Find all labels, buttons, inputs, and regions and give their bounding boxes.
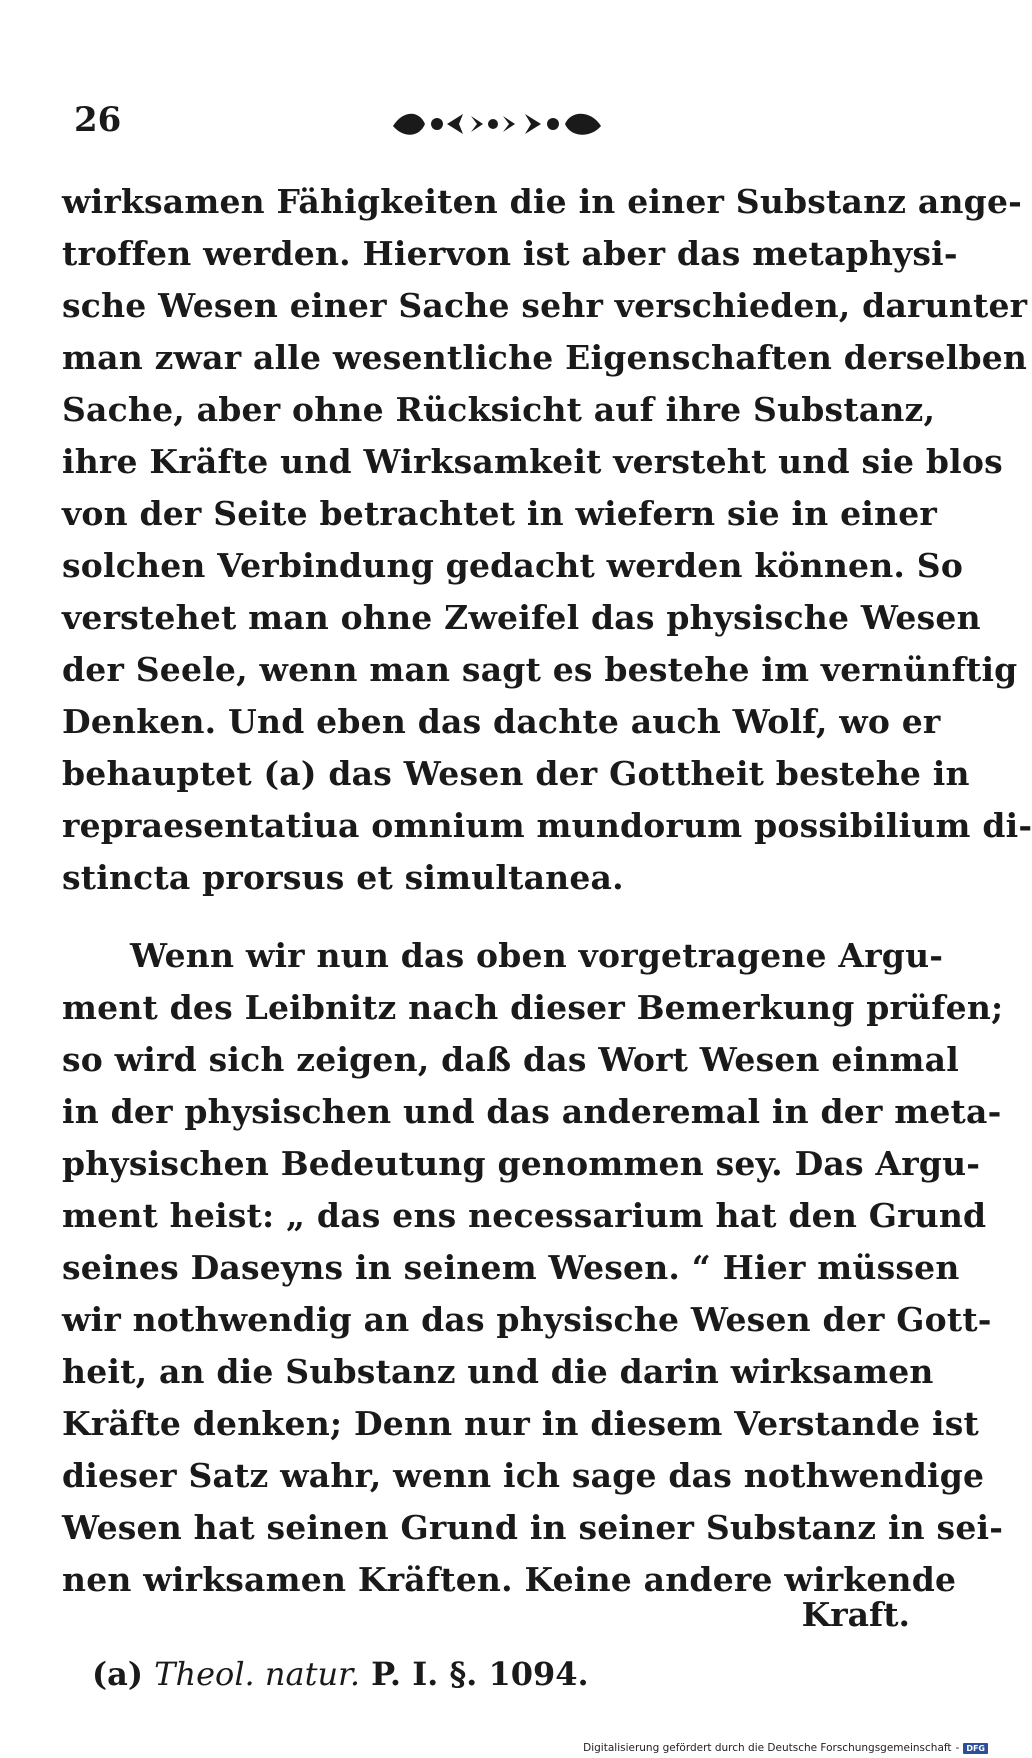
text-line: repraesentatiua omnium mundorum possibilium di-: [62, 806, 1032, 845]
text-line: physischen Bedeutung genommen sey. Das Argu-: [62, 1144, 981, 1183]
dfg-logo-icon: DFG: [963, 1743, 988, 1754]
text-line: dieser Satz wahr, wenn ich sage das nothwendige: [62, 1456, 985, 1495]
text-line: Wenn wir nun das oben vorgetragene Argu-: [130, 936, 944, 975]
catchword: Kraft.: [801, 1595, 910, 1634]
footnote-reference: P. I. §. 1094.: [371, 1655, 589, 1693]
text-line: troffen werden. Hiervon ist aber das metaphysi-: [62, 234, 958, 273]
text-line: stincta prorsus et simultanea.: [62, 858, 624, 897]
text-line: solchen Verbindung gedacht werden können. So: [62, 546, 964, 585]
page-number: 26: [74, 100, 122, 140]
text-line: in der physischen und das anderemal in der meta-: [62, 1092, 1002, 1131]
digitization-credit: Digitalisierung gefördert durch die Deutsche Forschungsgemeinschaft - DFG: [583, 1742, 988, 1754]
text-line: Kräfte denken; Denn nur in diesem Verstande ist: [62, 1404, 979, 1443]
text-line: behauptet (a) das Wesen der Gottheit bestehe in: [62, 754, 970, 793]
text-line: Denken. Und eben das dachte auch Wolf, wo er: [62, 702, 941, 741]
text-line: verstehet man ohne Zweifel das physische Wesen: [62, 598, 981, 637]
footnote-marker: (a): [92, 1655, 144, 1693]
credit-text: Digitalisierung gefördert durch die Deutsche Forschungsgemeinschaft: [583, 1742, 952, 1754]
text-line: Sache, aber ohne Rücksicht auf ihre Substanz,: [62, 390, 936, 429]
text-line: ihre Kräfte und Wirksamkeit versteht und sie blos: [62, 442, 1003, 481]
text-line: so wird sich zeigen, daß das Wort Wesen einmal: [62, 1040, 959, 1079]
text-line: ment heist: „ das ens necessarium hat den Grund: [62, 1196, 987, 1235]
paragraph-gap: [62, 904, 922, 930]
text-line: seines Daseyns in seinem Wesen. “ Hier müssen: [62, 1248, 960, 1287]
footnote: [92, 1655, 589, 1693]
body-text: [62, 176, 1032, 1606]
text-line: wirksamen Fähigkeiten die in einer Substanz ange-: [62, 182, 1023, 221]
text-line: man zwar alle wesentliche Eigenschaften derselben: [62, 338, 1028, 377]
text-line: der Seele, wenn man sagt es bestehe im vernünftig: [62, 650, 1018, 689]
text-line: nen wirksamen Kräften. Keine andere wirkende: [62, 1560, 957, 1599]
text-line: heit, an die Substanz und die darin wirksamen: [62, 1352, 934, 1391]
text-line: wir nothwendig an das physische Wesen der Gott-: [62, 1300, 992, 1339]
footnote-source: Theol. natur.: [154, 1655, 360, 1693]
text-line: von der Seite betrachtet in wiefern sie in einer: [62, 494, 937, 533]
text-line: sche Wesen einer Sache sehr verschieden, darunter: [62, 286, 1028, 325]
text-line: Wesen hat seinen Grund in seiner Substanz in sei-: [62, 1508, 1004, 1547]
fleuron-ornament-icon: [385, 104, 610, 144]
text-line: ment des Leibnitz nach dieser Bemerkung prüfen;: [62, 988, 1004, 1027]
paragraph-1: [62, 176, 1032, 904]
paragraph-2: [62, 930, 1004, 1606]
